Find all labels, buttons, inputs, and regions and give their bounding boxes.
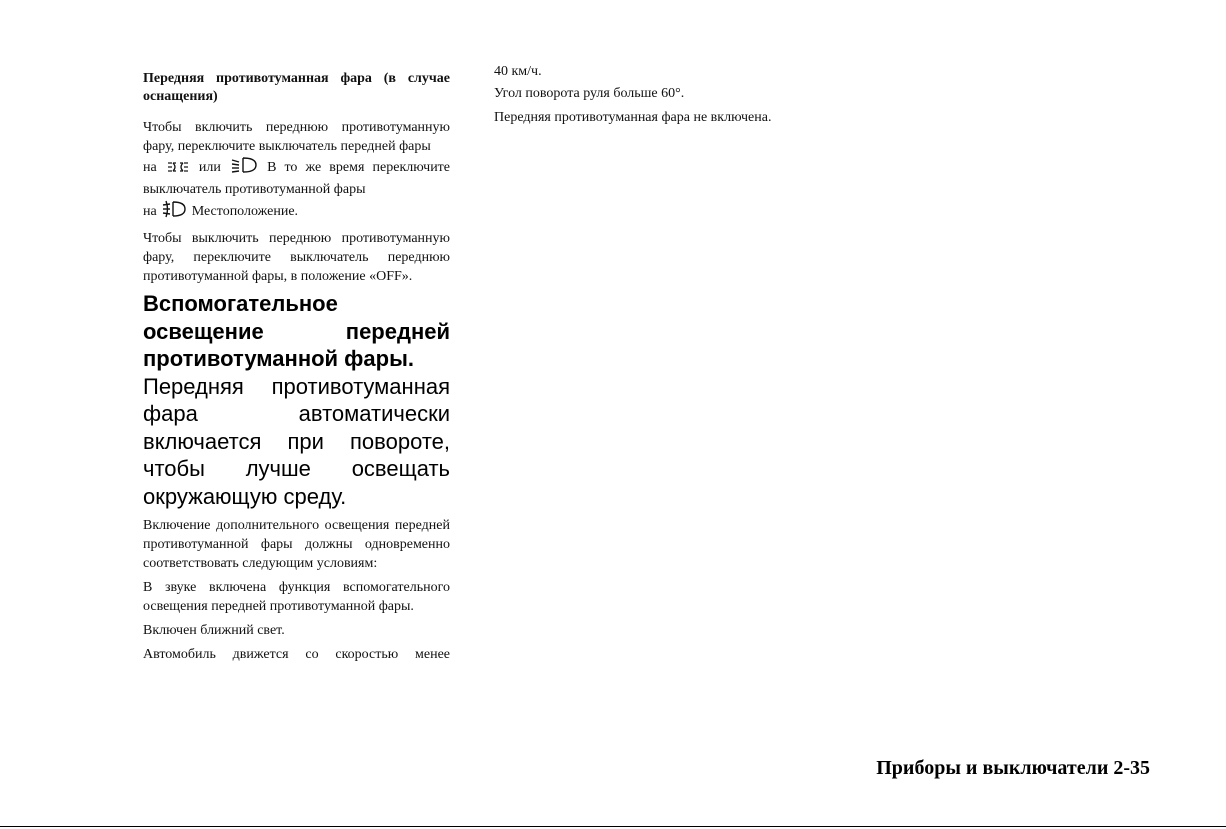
fog-on-paragraph-3 bbox=[143, 200, 450, 224]
section-title: Вспомогательное освещение передней противотуманной фары. bbox=[143, 291, 450, 371]
bottom-rule bbox=[0, 826, 1226, 827]
text-na-1: на bbox=[143, 160, 157, 175]
text-same-time: В то же время переключите выключатель противотуманной фары bbox=[143, 160, 451, 197]
right-column bbox=[494, 62, 801, 127]
fog-on-paragraph-1: Чтобы включить переднюю противотуманную фару, переключите выключатель передней фары bbox=[143, 120, 450, 154]
condition-sound-function: В звуке включена функция вспомогательного освещения передней противотуманной фары. bbox=[143, 580, 450, 614]
conditions-intro: Включение дополнительного освещения передней противотуманной фары должны одновременно соответствовать следующим условиям: bbox=[143, 518, 450, 571]
text-ili: или bbox=[198, 160, 221, 175]
front-fog-heading: Передняя противотуманная фара (в случае оснащения) bbox=[143, 71, 450, 104]
page-footer: Приборы и выключатели 2-35 bbox=[876, 757, 1150, 779]
fog-on-paragraph-2 bbox=[143, 156, 450, 199]
condition-speed: Автомобиль движется со скоростью менее bbox=[143, 647, 450, 662]
left-column bbox=[143, 62, 450, 664]
low-beam-icon bbox=[231, 156, 257, 180]
front-fog-light-icon bbox=[162, 200, 186, 224]
condition-fog-not-on: Передняя противотуманная фара не включена. bbox=[494, 110, 772, 125]
section-subtitle: Передняя противотуманная фара автоматически включается при повороте, чтобы лучше освещать окружающую среду. bbox=[143, 373, 450, 509]
parking-light-icon bbox=[167, 160, 189, 180]
condition-speed-continued: 40 км/ч. bbox=[494, 64, 542, 79]
condition-steering-angle: Угол поворота руля больше 60°. bbox=[494, 86, 685, 101]
text-location: Местоположение. bbox=[191, 204, 299, 219]
condition-low-beam: Включен ближний свет. bbox=[143, 623, 285, 638]
fog-off-paragraph: Чтобы выключить переднюю противотуманную фару, переключите выключатель переднюю противотуманной фары, в положение «OFF». bbox=[143, 231, 450, 284]
text-na-2: на bbox=[143, 204, 157, 219]
